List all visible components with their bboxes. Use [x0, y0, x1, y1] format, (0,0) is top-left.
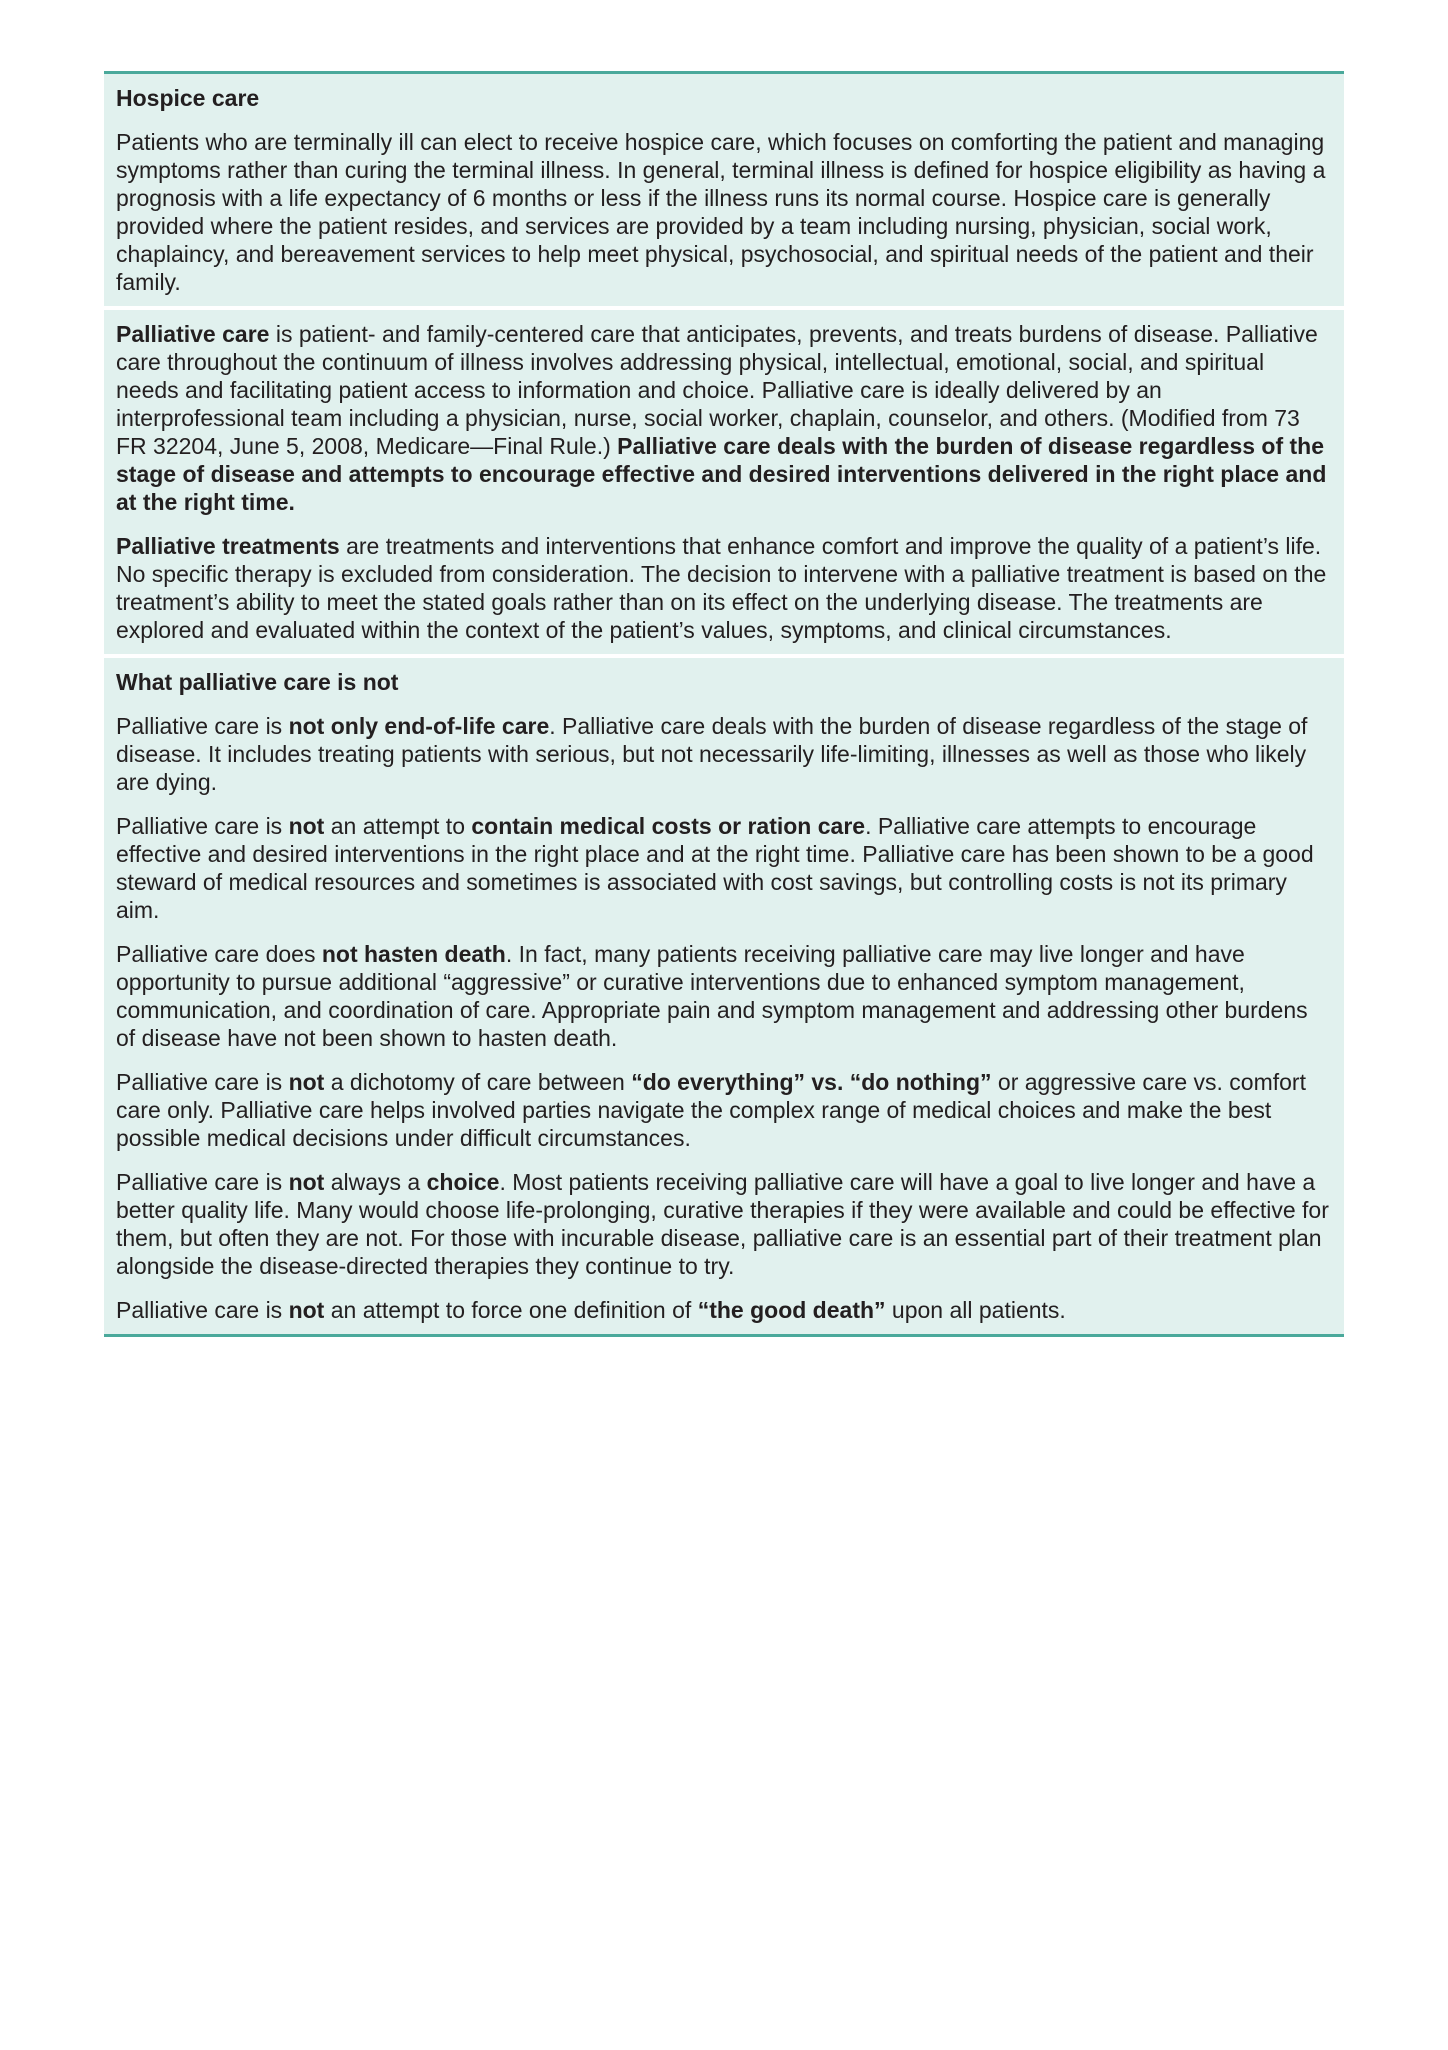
palliative-care-section: [104, 310, 1344, 654]
not-item-text: upon all patients.: [885, 1297, 1066, 1323]
palliative-care-term: Palliative care: [116, 321, 270, 347]
not-item-bold: not: [288, 1169, 325, 1195]
not-item-text: Palliative care is: [116, 1069, 289, 1095]
what-palliative-care-is-not-section: [104, 658, 1344, 1334]
not-item: [116, 1168, 1332, 1280]
palliative-treatments-definition: [116, 532, 1332, 644]
palliative-care-emphasis: Palliative care deals with the burden of disease regardless of the stage of disease and attempts to encourage effective and desired interventions delivered in the right place and at the right time.: [116, 433, 1327, 515]
not-item-text: Palliative care is: [116, 1297, 289, 1323]
hospice-care-heading: Hospice care: [116, 85, 260, 111]
not-item: [116, 940, 1332, 1052]
not-item: [116, 1296, 1332, 1324]
not-item-bold: “do everything” vs. “do nothing”: [631, 1069, 992, 1095]
not-item-text: . In fact, many patients receiving palliative care may live longer and have opportunity to pursue additional “aggressive” or curative interventions due to enhanced symptom management, communication, and coordination of care. Appropriate pain and symptom management and addressing other burdens of disease have not been shown to hasten death.: [116, 941, 1308, 1051]
not-item-bold: not: [288, 813, 325, 839]
not-item-bold: not only end-of-life care: [288, 713, 550, 739]
not-item-bold: choice: [426, 1169, 500, 1195]
not-item-text: . Palliative care attempts to encourage effective and desired interventions in the right place and at the right time. Palliative care has been shown to be a good steward of medical resources and sometimes is associated with cost savings, but controlling costs is not its primary aim.: [116, 813, 1314, 923]
what-palliative-care-is-not-heading: What palliative care is not: [116, 669, 399, 695]
not-item: [116, 812, 1332, 924]
not-item-text: Palliative care is: [116, 713, 289, 739]
not-item-text: an attempt to force one definition of: [324, 1297, 698, 1323]
not-item-bold: contain medical costs or ration care: [471, 813, 866, 839]
not-item: [116, 1068, 1332, 1152]
not-item: [116, 712, 1332, 796]
not-item-bold: not: [288, 1297, 325, 1323]
not-item-text: a dichotomy of care between: [324, 1069, 632, 1095]
palliative-care-definitions-box: [104, 71, 1344, 1337]
not-item-text: always a: [324, 1169, 427, 1195]
not-item-text: Palliative care is: [116, 1169, 289, 1195]
hospice-care-paragraph: Patients who are terminally ill can elect to receive hospice care, which focuses on comforting the patient and managing symptoms rather than curing the terminal illness. In general, terminal illness is defined for hospice eligibility as having a prognosis with a life expectancy of 6 months or less if the illness runs its normal course. Hospice care is generally provided where the patient resides, and services are provided by a team including nursing, physician, social work, chaplaincy, and bereavement services to help meet physical, psychosocial, and spiritual needs of the patient and their family.: [116, 129, 1326, 295]
not-item-bold: not: [288, 1069, 325, 1095]
not-item-text: an attempt to: [324, 813, 472, 839]
palliative-care-definition: [116, 320, 1332, 516]
not-item-bold: not hasten death: [321, 941, 506, 967]
not-item-text: Palliative care does: [116, 941, 322, 967]
palliative-care-definition-text: is patient- and family-centered care that anticipates, prevents, and treats burdens of disease. Palliative care throughout the continuum of illness involves addressing physical, intellectual, emotional, social, and spiritual needs and facilitating patient access to information and choice. Palliative care is ideally delivered by an interprofessional team including a physician, nurse, social worker, chaplain, counselor, and others. (Modified from 73 FR 32204, June 5, 2008, Medicare—Final Rule.): [116, 321, 1318, 459]
not-item-text: . Palliative care deals with the burden of disease regardless of the stage of disease. It includes treating patients with serious, but not necessarily life-limiting, illnesses as well as those who likely are dying.: [116, 713, 1308, 795]
palliative-treatments-text: are treatments and interventions that enhance comfort and improve the quality of a patient’s life. No specific therapy is excluded from consideration. The decision to intervene with a palliative treatment is based on the treatment’s ability to meet the stated goals rather than on its effect on the underlying disease. The treatments are explored and evaluated within the context of the patient’s values, symptoms, and clinical circumstances.: [116, 533, 1327, 643]
not-item-text: or aggressive care vs. comfort care only. Palliative care helps involved parties navigate the complex range of medical choices and make the best possible medical decisions under difficult circumstances.: [116, 1069, 1306, 1151]
not-item-text: . Most patients receiving palliative care will have a goal to live longer and have a better quality life. Many would choose life-prolonging, curative therapies if they were available and could be effective for them, but often they are not. For those with incurable disease, palliative care is an essential part of their treatment plan alongside the disease-directed therapies they continue to try.: [116, 1169, 1329, 1279]
hospice-care-section: [104, 74, 1344, 306]
not-item-bold: “the good death”: [697, 1297, 886, 1323]
not-item-text: Palliative care is: [116, 813, 289, 839]
palliative-treatments-term: Palliative treatments: [116, 533, 340, 559]
